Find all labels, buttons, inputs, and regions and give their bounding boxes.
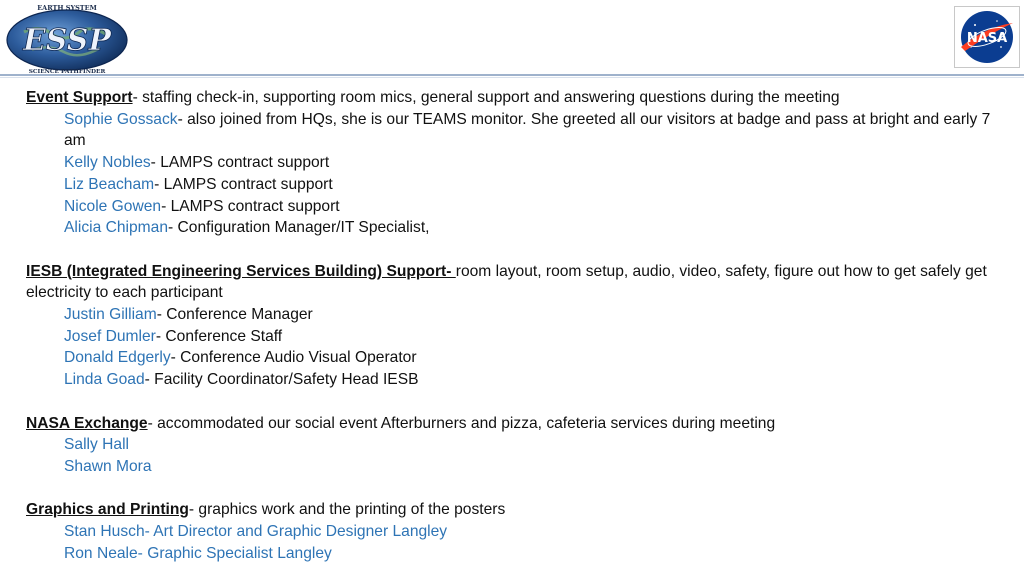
slide-header [0, 0, 1024, 78]
essp-logo-top-text: EARTH SYSTEM [37, 4, 97, 12]
person-role: - Conference Audio Visual Operator [170, 349, 417, 367]
person-entry [26, 109, 1001, 152]
person-name: Kelly Nobles [64, 154, 151, 172]
person-role: - Conference Staff [155, 327, 283, 345]
person-role: - Conference Manager [156, 306, 313, 324]
section-heading: Graphics and Printing [26, 501, 189, 519]
person-name: Shawn Mora [64, 457, 152, 475]
section-graphics-printing [26, 499, 1001, 521]
person-role: - also joined from HQs, she is our TEAMS monitor. She greeted all our visitors at badge and pass at bright and early 7 am [64, 110, 991, 150]
section-description: - graphics work and the printing of the posters [188, 501, 506, 519]
person-entry [26, 347, 1001, 369]
person-entry [26, 456, 1001, 478]
person-entry [26, 543, 1001, 565]
person-entry [26, 174, 1001, 196]
section-description: - accommodated our social event Afterburners and pizza, cafeteria services during meeting [147, 414, 776, 432]
person-name: Nicole Gowen [64, 197, 162, 215]
section-iesb-support [26, 261, 1001, 304]
person-name: Justin Gilliam [64, 306, 157, 324]
person-entry [26, 369, 1001, 391]
person-name: Linda Goad [64, 371, 145, 389]
person-name: Sophie Gossack [64, 110, 178, 128]
person-name: Liz Beacham [64, 175, 155, 193]
person-entry [26, 196, 1001, 218]
person-name: Josef Dumler [64, 327, 156, 345]
person-role: - Configuration Manager/IT Specialist, [168, 219, 430, 237]
essp-logo [4, 2, 130, 74]
essp-logo-bottom-text: SCIENCE PATHFINDER [28, 69, 106, 74]
person-role: - LAMPS contract support [150, 154, 330, 172]
person-name: Donald Edgerly [64, 349, 171, 367]
person-entry [26, 217, 1001, 239]
section-event-support [26, 87, 1001, 109]
section-description: room layout, room setup, audio, video, safety, figure out how to get safely get electricity to each participant [26, 262, 987, 302]
section-spacer [26, 239, 1001, 261]
section-description: - staffing check-in, supporting room mics, general support and answering questions during the meeting [132, 89, 840, 106]
section-spacer [26, 478, 1001, 500]
section-heading: IESB (Integrated Engineering Services Building) Support- [26, 262, 456, 280]
person-entry [26, 326, 1001, 348]
header-divider [0, 74, 1024, 76]
person-entry [26, 304, 1001, 326]
nasa-logo [954, 6, 1020, 68]
person-entry [26, 521, 1001, 543]
person-entry [26, 152, 1001, 174]
person-name: Alicia Chipman [64, 219, 169, 237]
essp-logo-main-text: ESSP [22, 23, 112, 58]
section-heading: Event Support [26, 89, 133, 106]
header-divider-shadow [0, 77, 1024, 78]
person-role: - LAMPS contract support [154, 175, 333, 193]
section-heading: NASA Exchange [26, 414, 148, 432]
person-role: - Facility Coordinator/Safety Head IESB [144, 371, 419, 389]
section-spacer [26, 391, 1001, 413]
nasa-logo-text: NASA [966, 31, 1008, 46]
person-full-entry: Stan Husch- Art Director and Graphic Designer Langley [64, 523, 448, 541]
person-entry [26, 434, 1001, 456]
section-nasa-exchange [26, 413, 1001, 435]
person-role: - LAMPS contract support [161, 197, 340, 215]
person-full-entry: Ron Neale- Graphic Specialist Langley [64, 544, 332, 562]
person-name: Sally Hall [64, 436, 129, 454]
slide-body [26, 87, 1001, 564]
